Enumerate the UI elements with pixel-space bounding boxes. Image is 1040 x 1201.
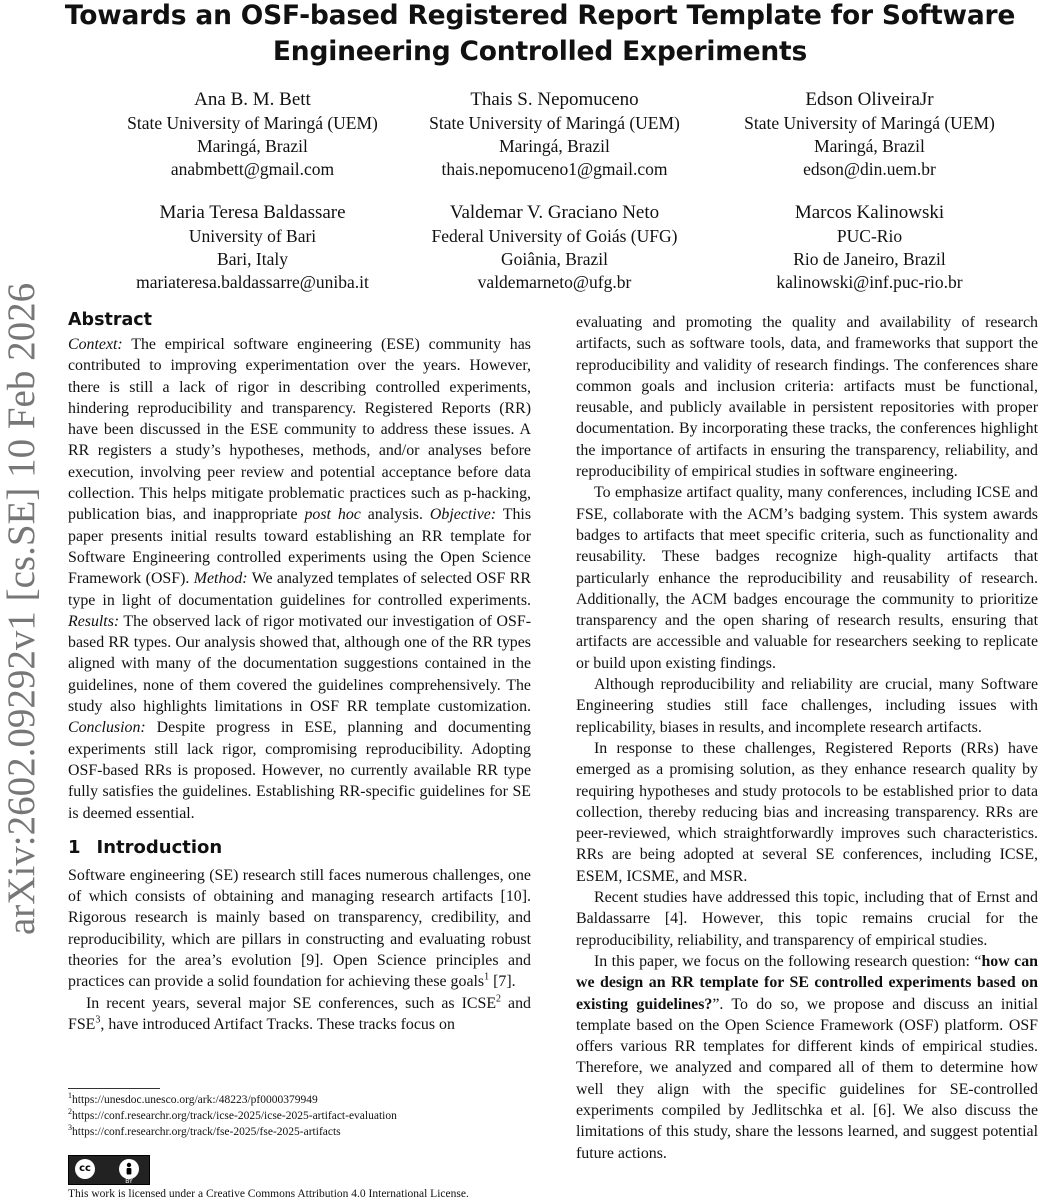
footnote-rule [68,1088,160,1089]
results-label: Results: [68,612,120,630]
footnote-url[interactable]: https://conf.researchr.org/track/icse-2025/icse-2025-artifact-evaluation [72,1110,397,1122]
section-title: Introduction [96,836,223,858]
intro-paragraph-2 [68,993,531,1036]
author-block-2 [382,88,727,181]
author-block-4 [80,201,425,294]
results-text: The observed lack of rigor motivated our investigation of OSF-based RR types. Our analysis showed that, although one of the RR types aligned with many of the documentation suggestions contained in the guidelines, none of them covered the guidelines comprehensively. The study also highlights limitations in OSF RR template customization. [68,612,531,716]
intro-paragraph-4: To emphasize artifact quality, many conferences, including ICSE and FSE, collaborate with the ACM’s badging system. This system awards badges to artifacts that meet specific criteria, such as functionality and reusability. These badges recognize high-quality artifacts that particularly enhance the reproducibility and reusability of research. Additionally, the ACM badges encourage the community to prioritize transparency and the open sharing of research results, ensuring that artifacts are accessible and valuable for researchers seeking to replicate or build upon existing findings. [576,484,1038,672]
research-question: how can we design an RR template for SE controlled experiments based on existing guidelines? [576,952,1038,1013]
footnote-number: 3 [68,1123,72,1133]
author-block-5 [382,201,727,294]
author-affiliation: PUC-Rio [836,226,903,246]
author-name: Ana B. M. Bett [194,89,311,110]
author-location: Rio de Janeiro, Brazil [793,249,946,269]
cc-by-badge[interactable] [68,1155,150,1185]
conclusion-text: Despite progress in ESE, planning and documenting experiments still lack rigor, compromising reproducibility. Adopting OSF-based RRs is proposed. However, no currently available RR type fully satisfies the guidelines. Establishing RR-specific guidelines for SE is deemed essential. [68,719,531,822]
intro-p2-b: and FSE [68,994,532,1033]
rq-intro: In this paper, we focus on the following research question: “ [594,952,982,970]
license-text[interactable]: This work is licensed under a Creative Commons Attribution 4.0 International License. [68,1188,469,1200]
author-affiliation: State University of Maringá (UEM) [744,113,995,133]
cc-icon: cc [75,1159,95,1179]
author-email: kalinowski@inf.puc-rio.br [776,272,963,292]
conclusion-label: Conclusion: [68,719,146,737]
intro-paragraph-1 [68,865,531,993]
author-block-1 [80,88,425,181]
context-label: Context: [68,336,123,353]
footnotes [68,1092,397,1140]
right-column [576,312,1038,1164]
section-heading-introduction [68,836,531,860]
intro-p2-c: , have introduced Artifact Tracks. These tracks focus on [100,1015,455,1033]
footnote-number: 2 [68,1107,72,1117]
context-text: The empirical software engineering (ESE) community has contributed to improving experimentation over the years. However, there is still a lack of rigor in describing controlled experiments, hindering reproducibility and transparency. Registered Reports (RR) have been discussed in the ESE community to address these issues. A RR registers a study’s hypotheses, methods, and/or analyses before execution, involving peer review and potential acceptance before data collection. This helps mitigate problematic practices such as p-hacking, publication bias, and inappropriate [68,336,531,524]
person-icon [119,1159,139,1179]
author-name: Maria Teresa Baldassare [159,202,346,223]
intro-paragraph-6: In response to these challenges, Registered Reports (RRs) have emerged as a promising solution, as they enhance research quality by requiring hypotheses and study protocols to be established prior to data collection, thereby reducing bias and increasing transparency. RRs are peer-reviewed, which straightforwardly improves such characteristics. RRs are being adopted at several SE conferences, including ICSE, ESEM, ICSME, and MSR. [576,739,1038,885]
footnote-url[interactable]: https://unesdoc.unesco.org/ark:/48223/pf0000379949 [72,1094,318,1106]
method-text: We analyzed templates of selected OSF RR type in light of documentation guidelines for controlled experiments. [68,570,531,609]
arxiv-watermark: arXiv:2602.09292v1 [cs.SE] 10 Feb 2026 [0,282,43,935]
author-email: valdemarneto@ufg.br [477,272,632,292]
footnote-2 [68,1108,397,1124]
author-email: thais.nepomuceno1@gmail.com [441,159,668,179]
author-block-6 [697,201,1040,294]
author-location: Maringá, Brazil [197,136,308,156]
author-location: Maringá, Brazil [814,136,925,156]
abstract-heading: Abstract [68,310,153,330]
intro-paragraph-8 [576,951,1038,1164]
method-label: Method: [193,570,248,588]
author-affiliation: State University of Maringá (UEM) [429,113,680,133]
intro-p2-a: In recent years, several major SE conferences, such as ICSE [86,994,497,1012]
author-email: mariateresa.baldassarre@uniba.it [136,272,369,292]
post-hoc-term: post hoc [304,506,361,524]
author-block-3 [697,88,1040,181]
left-column [68,309,531,1035]
author-affiliation: State University of Maringá (UEM) [127,113,378,133]
intro-paragraph-7: Recent studies have addressed this topic, including that of Ernst and Baldassarre [4]. However, this topic remains crucial for the reproducibility, reliability, and transparency of empirical studies. [576,889,1038,949]
author-affiliation: Federal University of Goiás (UFG) [431,226,678,246]
footnote-url[interactable]: https://conf.researchr.org/track/fse-2025/fse-2025-artifacts [72,1126,341,1138]
footnote-mark: 3 [95,1014,101,1026]
intro-paragraph-3: evaluating and promoting the quality and availability of research artifacts, such as software tools, data, and frameworks that support the reproducibility and validity of research findings. The conferences share common goals and inclusion criteria: artifacts must be functional, reusable, and publicly available in persistent repositories with proper documentation. By incorporating these tracks, the conferences highlight the importance of artifacts in ensuring the transparency, reliability, and reproducibility of empirical studies in software engineering. [576,314,1038,481]
by-label: BY [125,1178,133,1185]
author-name: Marcos Kalinowski [794,202,945,223]
author-name: Edson OliveiraJr [805,89,934,110]
intro-paragraph-5: Although reproducibility and reliability are crucial, many Software Engineering studies still face challenges, including issues with replicability, biases in results, and incomplete research artifacts. [576,676,1038,736]
objective-label: Objective: [429,506,497,524]
intro-p1-text: Software engineering (SE) research still faces numerous challenges, one of which consists of obtaining and managing research artifacts [10]. Rigorous research is mainly based on transparency, credibility, and reproducibility, which are pillars in constructing and evaluating robust theories for the area’s evolution [9]. Open Science principles and practices can provide a solid foundation for achieving these goals [68,866,531,991]
author-location: Bari, Italy [217,249,288,269]
author-location: Goiânia, Brazil [501,249,608,269]
author-affiliation: University of Bari [188,226,317,246]
footnote-mark: 2 [496,993,502,1005]
abstract-text [68,334,531,824]
footnote-mark: 1 [484,972,490,984]
intro-p1-end: [7]. [489,973,516,991]
objective-text: This paper presents initial results toward establishing an RR template for Software Engineering controlled experiments using the Open Science Framework (OSF). [68,506,531,588]
footnote-number: 1 [68,1091,72,1101]
author-email: edson@din.uem.br [803,159,936,179]
footnote-1 [68,1092,397,1108]
author-email: anabmbett@gmail.com [170,159,335,179]
rq-followup: ”. To do so, we propose and discuss an initial template based on the Open Science Framework (OSF) platform. OSF offers various RR templates for different kinds of empirical studies. Therefore, we analyzed and compared all of them to determine how well they align with the specific guidelines for SE-controlled experiments compiled by Jedlitschka et al. [6]. We also discuss the limitations of this study, share the lessons learned, and suggest potential future actions. [576,995,1039,1162]
context-end: analysis. [360,506,423,524]
footnote-3 [68,1124,397,1140]
author-name: Thais S. Nepomuceno [470,89,639,110]
person-icon-svg [119,1159,139,1179]
paper-title: Towards an OSF-based Registered Report Template for Software Engineering Controlled Experiments [64,0,1016,67]
author-location: Maringá, Brazil [499,136,610,156]
section-number: 1 [68,836,81,858]
author-name: Valdemar V. Graciano Neto [449,202,660,223]
